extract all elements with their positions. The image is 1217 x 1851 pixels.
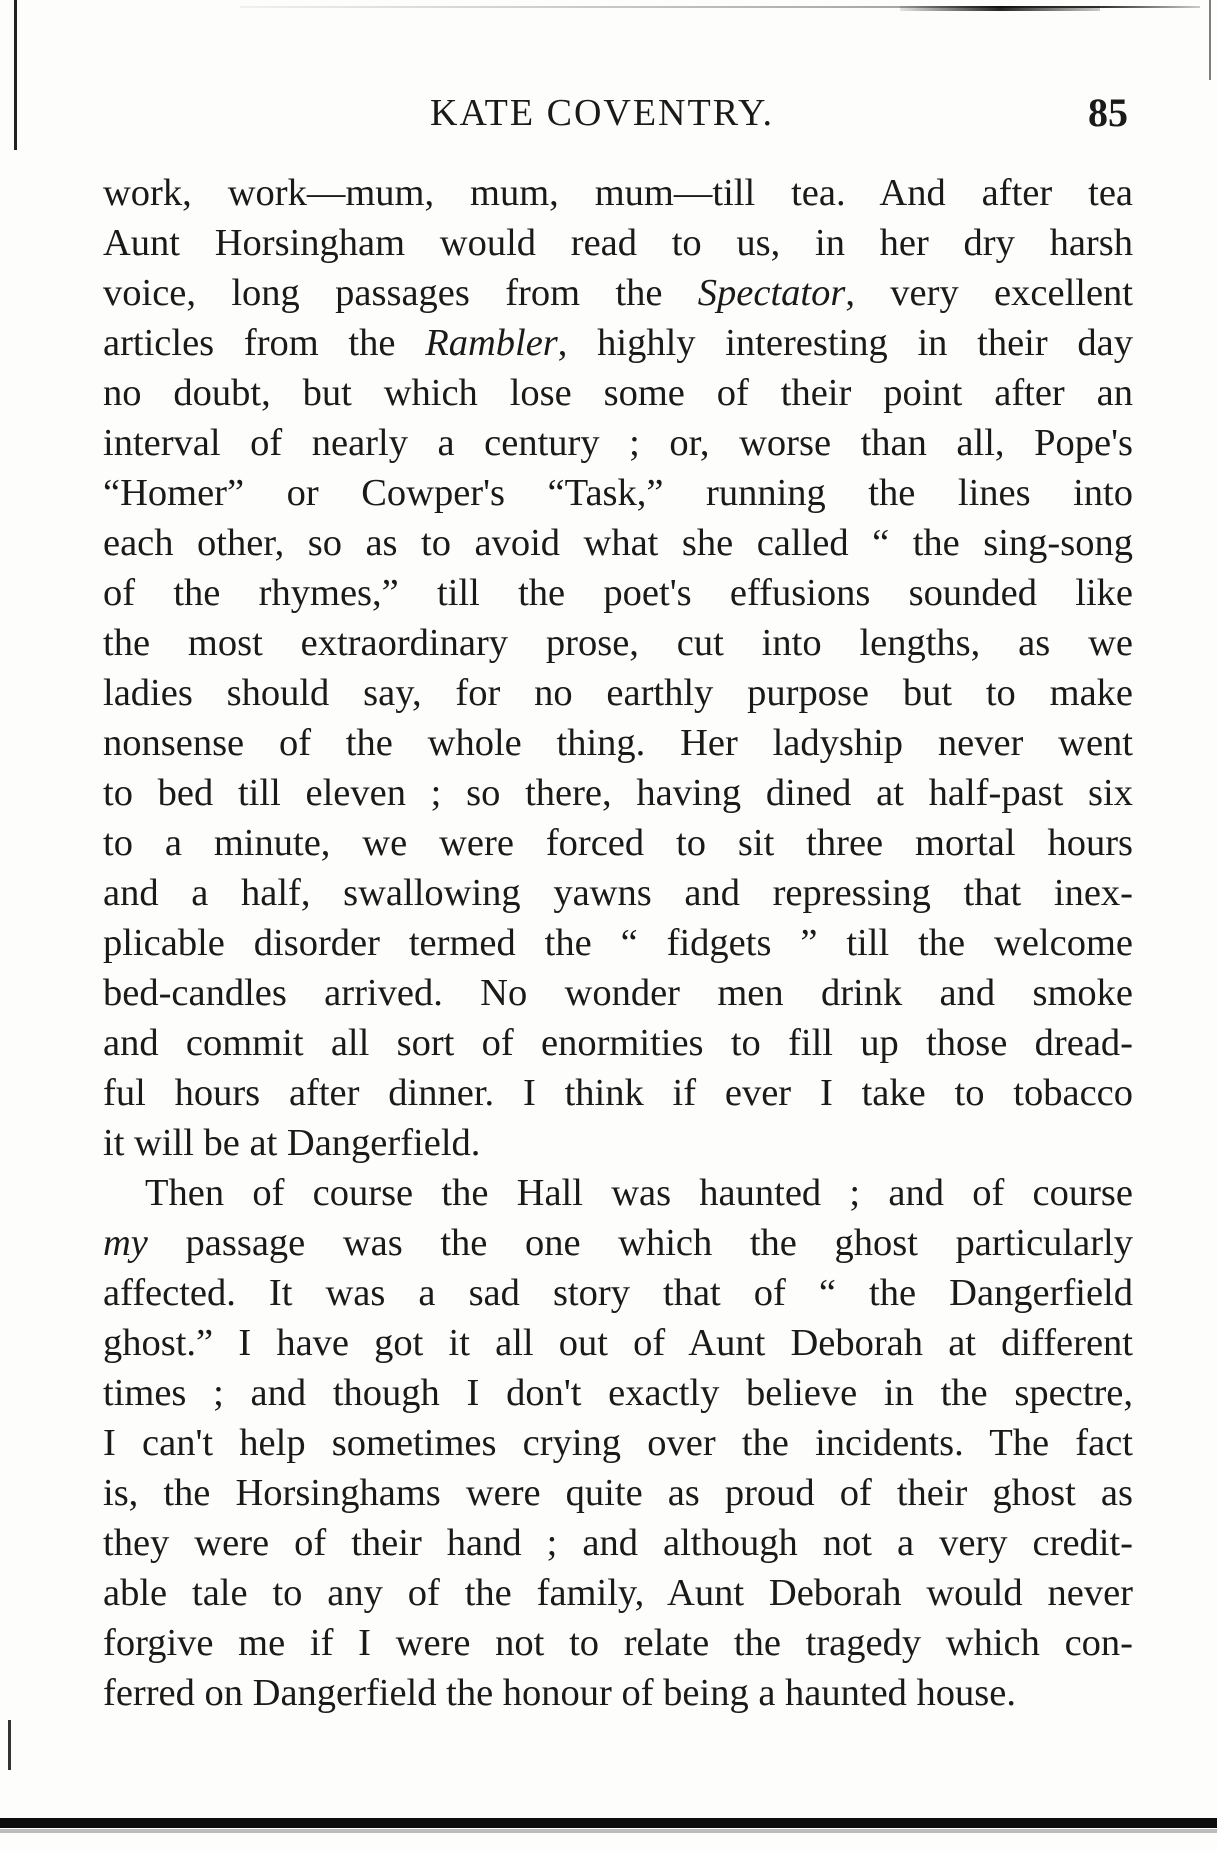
text-line: voice, long passages from the Spectator, very excellent xyxy=(103,272,1133,314)
text-line: times ; and though I don't exactly believe in the spectre, xyxy=(103,1372,1133,1414)
text-line: affected. It was a sad story that of “ the Dangerfield xyxy=(103,1272,1133,1314)
text-line: able tale to any of the family, Aunt Deborah would never xyxy=(103,1572,1133,1614)
text-line: ferred on Dangerfield the honour of being a haunted house. xyxy=(103,1672,1016,1714)
text-line: ghost.” I have got it all out of Aunt Deborah at different xyxy=(103,1322,1133,1364)
text-line: work, work—mum, mum, mum—till tea. And after tea xyxy=(103,172,1133,214)
text-line: and commit all sort of enormities to fill up those dread- xyxy=(103,1022,1133,1064)
scan-margin-mark xyxy=(8,1720,11,1770)
paragraph-1 xyxy=(103,168,1133,1168)
paragraph-2 xyxy=(103,1168,1133,1718)
text-line: to bed till eleven ; so there, having dined at half-past six xyxy=(103,772,1133,814)
text-line: forgive me if I were not to relate the tragedy which con- xyxy=(103,1622,1133,1664)
text-line: each other, so as to avoid what she called “ the sing-song xyxy=(103,522,1133,564)
text-line: “Homer” or Cowper's “Task,” running the lines into xyxy=(103,472,1133,514)
text-line: ladies should say, for no earthly purpose but to make xyxy=(103,672,1133,714)
body-text xyxy=(103,168,1133,1718)
text-line: Aunt Horsingham would read to us, in her dry harsh xyxy=(103,222,1133,264)
scan-edge-top-shadow xyxy=(900,6,1100,11)
scan-bottom-edge xyxy=(0,1818,1217,1828)
text-line: ful hours after dinner. I think if ever I take to tobacco xyxy=(103,1072,1133,1114)
text-line: no doubt, but which lose some of their point after an xyxy=(103,372,1133,414)
text-line: I can't help sometimes crying over the incidents. The fact xyxy=(103,1422,1133,1464)
text-line: Then of course the Hall was haunted ; and of course xyxy=(145,1172,1133,1214)
text-line: articles from the Rambler, highly interesting in their day xyxy=(103,322,1133,364)
text-line: interval of nearly a century ; or, worse than all, Pope's xyxy=(103,422,1133,464)
text-line: the most extraordinary prose, cut into lengths, as we xyxy=(103,622,1133,664)
text-line: and a half, swallowing yawns and repressing that inex- xyxy=(103,872,1133,914)
text-line: they were of their hand ; and although not a very credit- xyxy=(103,1522,1133,1564)
text-line: my passage was the one which the ghost particularly xyxy=(103,1222,1133,1264)
text-line: nonsense of the whole thing. Her ladyship never went xyxy=(103,722,1133,764)
text-line: of the rhymes,” till the poet's effusions sounded like xyxy=(103,572,1133,614)
running-head xyxy=(0,88,1217,138)
text-line: to a minute, we were forced to sit three mortal hours xyxy=(103,822,1133,864)
text-line: bed-candles arrived. No wonder men drink and smoke xyxy=(103,972,1133,1014)
scan-bottom-shadow xyxy=(0,1829,1217,1833)
text-line: plicable disorder termed the “ fidgets ” till the welcome xyxy=(103,922,1133,964)
text-line: is, the Horsinghams were quite as proud of their ghost as xyxy=(103,1472,1133,1514)
text-line: it will be at Dangerfield. xyxy=(103,1122,481,1164)
scan-edge-right xyxy=(1209,0,1211,80)
page-number: 85 xyxy=(1088,90,1128,135)
running-head-title: KATE COVENTRY. xyxy=(430,92,774,134)
